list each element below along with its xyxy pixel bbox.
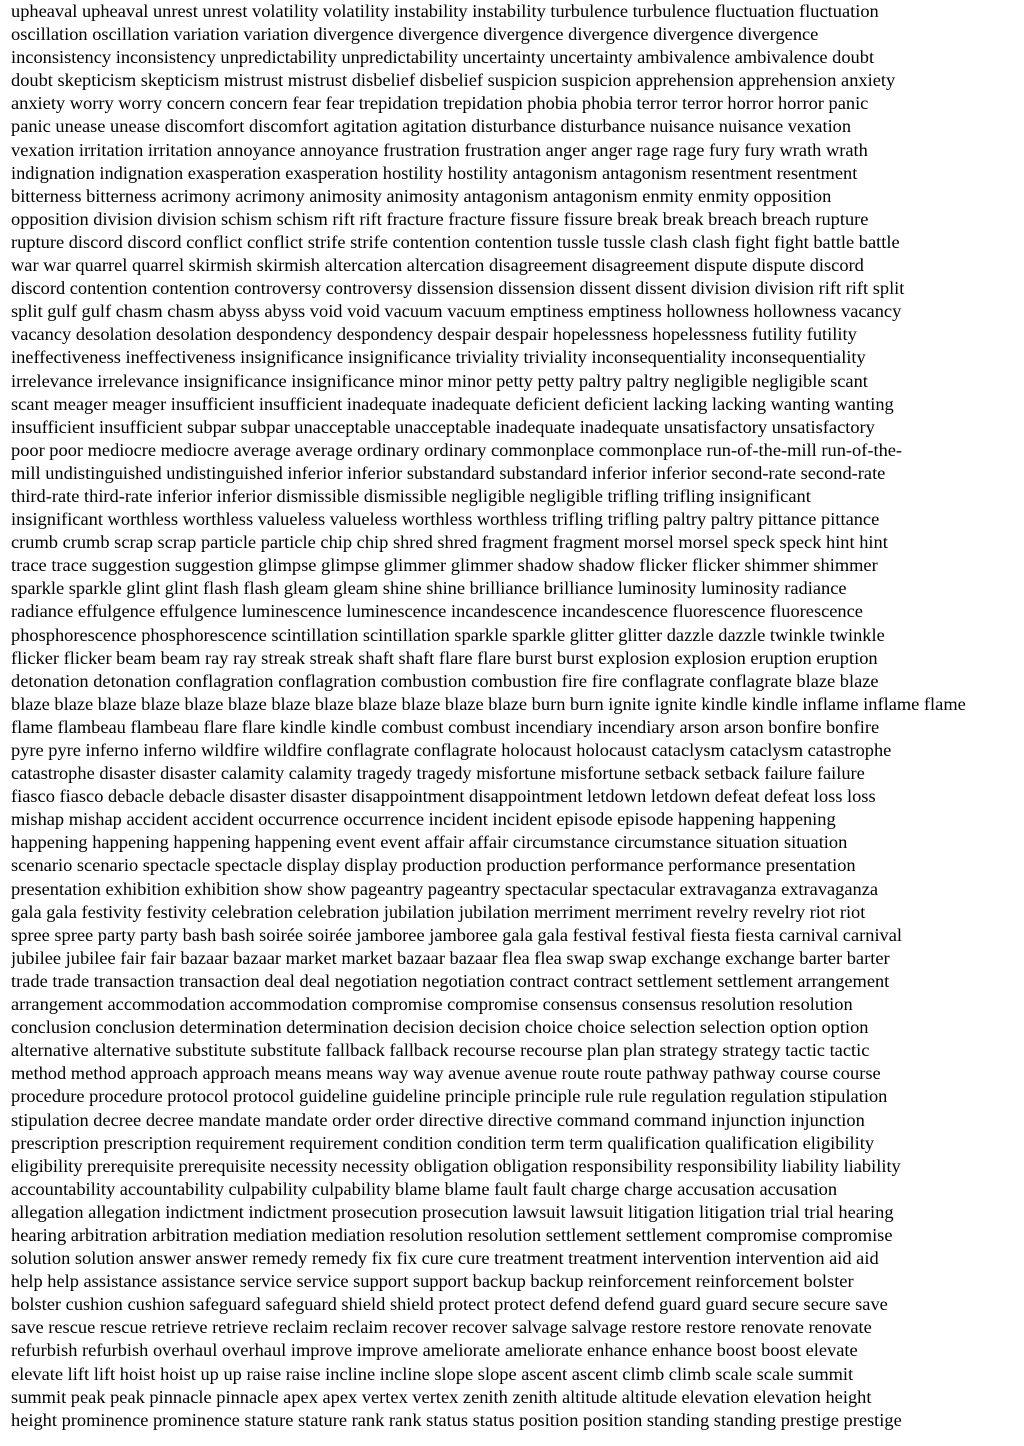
text-line: vacancy desolation desolation despondency despondency despair despair hopelessness hopelessness futility futility xyxy=(11,324,857,345)
text-line: height prominence prominence stature stature rank rank status status position position standing standing prestige prestige xyxy=(11,1409,902,1430)
text-line: opposition division division schism schism rift rift fracture fracture fissure fissure break break breach breach rupture xyxy=(11,208,869,229)
text-line: scant meager meager insufficient insufficient inadequate inadequate deficient deficient lacking lacking wanting wanting xyxy=(11,393,894,414)
text-line: rupture discord discord conflict conflict strife strife contention contention tussle tussle clash clash fight fight battle battle xyxy=(11,231,900,252)
text-line: refurbish refurbish overhaul overhaul improve improve ameliorate ameliorate enhance enhance boost boost elevate xyxy=(11,1340,858,1361)
text-line: anxiety worry worry concern concern fear fear trepidation trepidation phobia phobia terror terror horror horror panic xyxy=(11,93,869,114)
text-line: insufficient insufficient subpar subpar unacceptable unacceptable inadequate inadequate unsatisfactory unsatisfactory xyxy=(11,416,875,437)
text-line: flicker flicker beam beam ray ray streak streak shaft shaft flare flare burst burst explosion explosion eruption eruption xyxy=(11,647,878,668)
text-line: discord contention contention controversy controversy dissension dissension dissent dissent division division rift rift split xyxy=(11,278,905,299)
text-line: third-rate third-rate inferior inferior dismissible dismissible negligible negligible trifling trifling insignificant xyxy=(11,485,811,506)
text-line: doubt skepticism skepticism mistrust mistrust disbelief disbelief suspicion suspicion apprehension apprehension anxiety xyxy=(11,70,896,91)
text-line: crumb crumb scrap scrap particle particle chip chip shred shred fragment fragment morsel morsel speck speck hint hint xyxy=(11,532,888,553)
text-line: help help assistance assistance service service support support backup backup reinforcement reinforcement bolster xyxy=(11,1271,854,1292)
text-line: allegation allegation indictment indictment prosecution prosecution lawsuit lawsuit litigation litigation trial trial hearing xyxy=(11,1201,894,1222)
text-line: method method approach approach means means way way avenue avenue route route pathway pathway course course xyxy=(11,1063,881,1084)
text-line: conclusion conclusion determination determination decision decision choice choice selection selection option option xyxy=(11,1017,869,1038)
text-line: inconsistency inconsistency unpredictability unpredictability uncertainty uncertainty ambivalence ambivalence doubt xyxy=(11,47,875,68)
text-line: prescription prescription requirement requirement condition condition term term qualification qualification eligibility xyxy=(11,1132,875,1153)
text-line: summit peak peak pinnacle pinnacle apex apex vertex vertex zenith zenith altitude altitude elevation elevation height xyxy=(11,1386,872,1407)
text-line: solution solution answer answer remedy remedy fix fix cure cure treatment treatment intervention intervention aid aid xyxy=(11,1248,879,1269)
text-line: eligibility prerequisite prerequisite necessity necessity obligation obligation responsibility responsibility liability liability xyxy=(11,1155,901,1176)
text-line: blaze blaze blaze blaze blaze blaze blaze blaze blaze blaze blaze blaze burn burn ignite ignite kindle kindle inflame inflame flame xyxy=(11,693,966,714)
text-line: flame flambeau flambeau flare flare kindle kindle combust combust incendiary incendiary arson arson bonfire bonfire xyxy=(11,716,880,737)
text-line: trace trace suggestion suggestion glimpse glimpse glimmer glimmer shadow shadow flicker flicker shimmer shimmer xyxy=(11,555,878,576)
text-line: phosphorescence phosphorescence scintillation scintillation sparkle sparkle glitter glitter dazzle dazzle twinkle twinkle xyxy=(11,624,885,645)
text-line: spree spree party party bash bash soirée soirée jamboree jamboree gala gala festival festival fiesta fiesta carnival carnival xyxy=(11,924,903,945)
text-line: war war quarrel quarrel skirmish skirmish altercation altercation disagreement disagreement dispute dispute discord xyxy=(11,255,864,276)
text-line: panic unease unease discomfort discomfort agitation agitation disturbance disturbance nuisance nuisance vexation xyxy=(11,116,852,137)
text-line: indignation indignation exasperation exasperation hostility hostility antagonism antagonism resentment resentment xyxy=(11,162,858,183)
text-line: sparkle sparkle glint glint flash flash gleam gleam shine shine brilliance brilliance luminosity luminosity radiance xyxy=(11,578,847,599)
text-line: catastrophe disaster disaster calamity calamity tragedy tragedy misfortune misfortune setback setback failure failure xyxy=(11,763,865,784)
text-line: jubilee jubilee fair fair bazaar bazaar market market bazaar bazaar flea flea swap swap exchange exchange barter barter xyxy=(11,947,890,968)
text-line: radiance effulgence effulgence luminescence luminescence incandescence incandescence fluorescence fluorescence xyxy=(11,601,863,622)
text-line: gala gala festivity festivity celebration celebration jubilation jubilation merriment merriment revelry revelry riot riot xyxy=(11,901,866,922)
text-line: accountability accountability culpability culpability blame blame fault fault charge charge accusation accusation xyxy=(11,1178,838,1199)
document-page xyxy=(11,0,1013,1432)
text-line: presentation exhibition exhibition show show pageantry pageantry spectacular spectacular extravaganza extravaganza xyxy=(11,878,879,899)
text-line: hearing arbitration arbitration mediation mediation resolution resolution settlement settlement compromise compromise xyxy=(11,1224,893,1245)
text-line: split gulf gulf chasm chasm abyss abyss void void vacuum vacuum emptiness emptiness hollowness hollowness vacancy xyxy=(11,301,902,322)
text-line: bolster cushion cushion safeguard safeguard shield shield protect protect defend defend guard guard secure secure save xyxy=(11,1294,888,1315)
text-line: elevate lift lift hoist hoist up up raise raise incline incline slope slope ascent ascent climb climb scale scale summit xyxy=(11,1363,854,1384)
text-line: fiasco fiasco debacle debacle disaster disaster disappointment disappointment letdown letdown defeat defeat loss loss xyxy=(11,786,876,807)
text-line: oscillation oscillation variation variation divergence divergence divergence divergence divergence divergence xyxy=(11,24,819,45)
text-line: stipulation decree decree mandate mandate order order directive directive command command injunction injunction xyxy=(11,1109,865,1130)
text-line: bitterness bitterness acrimony acrimony animosity animosity antagonism antagonism enmity enmity opposition xyxy=(11,185,832,206)
text-line: trade trade transaction transaction deal deal negotiation negotiation contract contract settlement settlement arrangement xyxy=(11,970,890,991)
text-line: upheaval upheaval unrest unrest volatility volatility instability instability turbulence turbulence fluctuation fluctuation xyxy=(11,1,879,21)
text-line: pyre pyre inferno inferno wildfire wildfire conflagrate conflagrate holocaust holocaust cataclysm cataclysm catastrophe xyxy=(11,740,892,760)
text-line: insignificant worthless worthless valueless valueless worthless worthless trifling trifling paltry paltry pittance pittance xyxy=(11,509,880,530)
text-line: poor poor mediocre mediocre average average ordinary ordinary commonplace commonplace run-of-the-mill run-of-the- xyxy=(11,439,903,460)
text-line: mishap mishap accident accident occurrence occurrence incident incident episode episode happening happening xyxy=(11,809,836,830)
text-line: scenario scenario spectacle spectacle display display production production performance performance presentation xyxy=(11,855,856,876)
text-line: happening happening happening happening event event affair affair circumstance circumstance situation situation xyxy=(11,832,848,853)
text-line: vexation irritation irritation annoyance annoyance frustration frustration anger anger rage rage fury fury wrath wrath xyxy=(11,139,868,160)
text-line: irrelevance irrelevance insignificance insignificance minor minor petty petty paltry paltry negligible negligible scant xyxy=(11,370,868,391)
text-line: alternative alternative substitute substitute fallback fallback recourse recourse plan plan strategy strategy tactic tactic xyxy=(11,1040,870,1061)
text-line: save rescue rescue retrieve retrieve reclaim reclaim recover recover salvage salvage restore restore renovate renovate xyxy=(11,1317,872,1338)
text-line: ineffectiveness ineffectiveness insignificance insignificance triviality triviality inconsequentiality inconsequentiality xyxy=(11,347,866,368)
text-line: detonation detonation conflagration conflagration combustion combustion fire fire conflagrate conflagrate blaze blaze xyxy=(11,670,879,691)
text-line: arrangement accommodation accommodation compromise compromise consensus consensus resolution resolution xyxy=(11,994,853,1015)
text-line: procedure procedure protocol protocol guideline guideline principle principle rule rule regulation regulation stipulation xyxy=(11,1086,888,1107)
text-line: mill undistinguished undistinguished inferior inferior substandard substandard inferior inferior second-rate second-rate xyxy=(11,462,886,483)
